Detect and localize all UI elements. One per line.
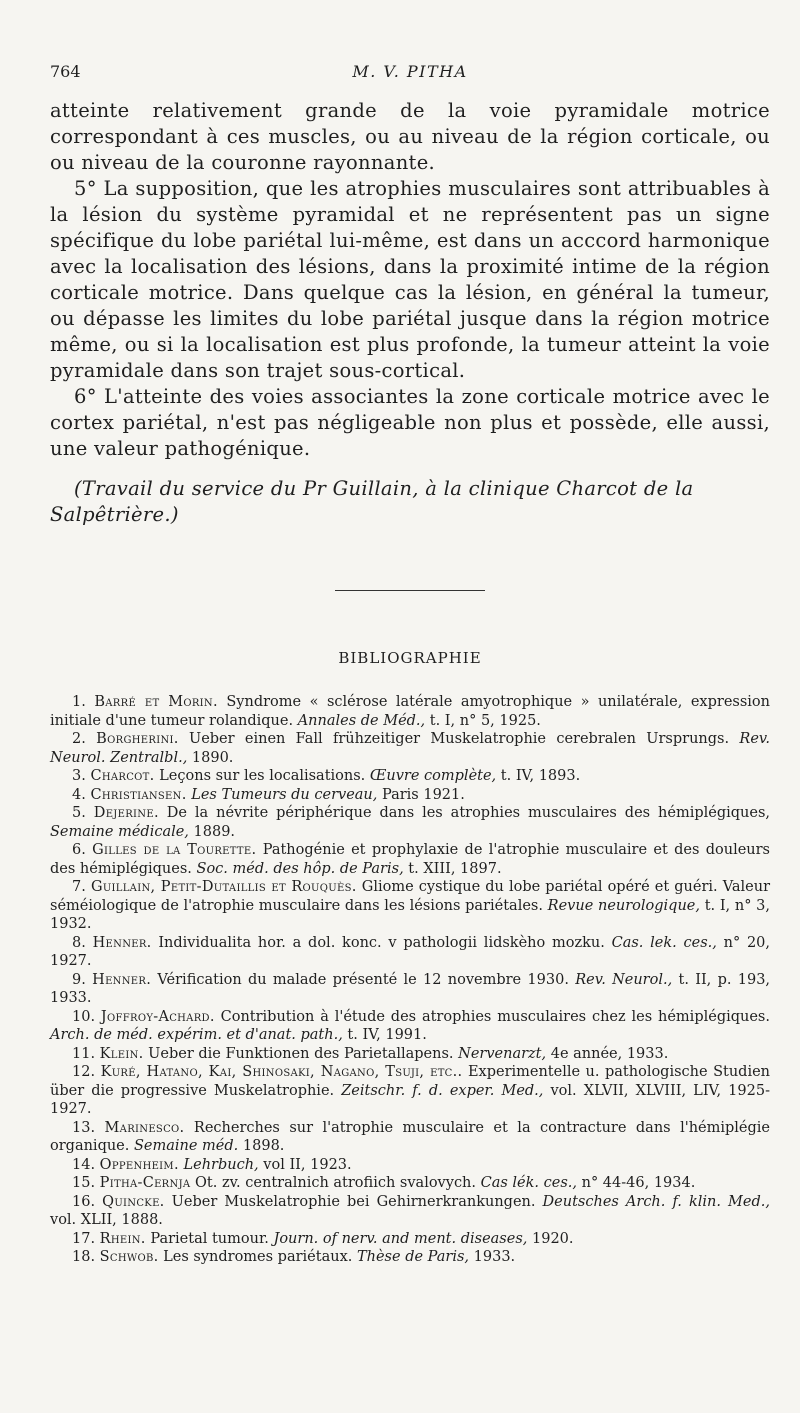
reference-journal: Semaine méd. bbox=[133, 1138, 239, 1154]
reference-title: Leçons sur les localisations. bbox=[154, 768, 370, 784]
reference-journal: Soc. méd. des hôp. de Paris, bbox=[196, 860, 404, 877]
reference-journal: Annales de Méd., bbox=[297, 712, 426, 729]
reference-item bbox=[50, 1248, 770, 1267]
reference-journal: Rev. Neurol. Zentralbl., bbox=[50, 731, 770, 766]
reference-details: t. IV, 1893. bbox=[496, 768, 581, 784]
reference-item bbox=[50, 841, 770, 878]
reference-number: 17. bbox=[72, 1230, 96, 1247]
reference-item bbox=[50, 1156, 770, 1175]
reference-title: Experimentelle u. pathologische Studien über die progressive Muskelatrophie. bbox=[50, 1064, 771, 1099]
reference-author: Kuré, Hatano, Kai, Shinosaki, Nagano, Tsuji, etc.. bbox=[100, 1064, 463, 1080]
reference-journal: Semaine médicale, bbox=[50, 823, 189, 840]
reference-author: Christiansen. bbox=[90, 786, 187, 803]
reference-number: 13. bbox=[72, 1119, 96, 1136]
paragraph: 5° La supposition, que les atrophies musculaires sont attribuables à la lésion du système pyramidal et ne représentent pas un signe spécifique du lobe pariétal lui-même, est dans un acccord harmonique avec la localisation des lésions, dans la proximité intime de la région corticale motrice. Dans quelque cas la lésion, en général la tumeur, ou dépasse les limites du lobe pariétal jusque dans la région motrice même, ou si la localisation est plus profonde, la tumeur atteint la voie pyramidale dans son trajet sous-cortical. bbox=[50, 177, 770, 382]
reference-item bbox=[50, 1174, 770, 1193]
reference-author: Marinesco. bbox=[104, 1119, 185, 1136]
reference-number: 6. bbox=[72, 842, 86, 858]
reference-number: 5. bbox=[72, 805, 86, 821]
reference-item bbox=[50, 1193, 770, 1230]
reference-title: Ueber Muskelatrophie bei Gehirnerkrankungen. bbox=[164, 1193, 543, 1210]
reference-journal: Nervenarzt, bbox=[458, 1045, 547, 1062]
reference-item bbox=[50, 1045, 770, 1064]
reference-journal: Arch. de méd. expérim. et d'anat. path., bbox=[50, 1027, 343, 1043]
reference-author: Rhein. bbox=[99, 1230, 146, 1247]
reference-item bbox=[50, 693, 770, 730]
reference-title: Les syndromes pariétaux. bbox=[158, 1249, 357, 1265]
reference-number: 18. bbox=[72, 1249, 96, 1265]
paragraph: atteinte relativement grande de la voie pyramidale motrice correspondant à ces muscles, ou au niveau de la région corticale, ou ou niveau de la couronne rayonnante. bbox=[50, 99, 770, 174]
reference-author: Barré et Morin. bbox=[94, 694, 218, 710]
reference-number: 12. bbox=[72, 1064, 96, 1080]
reference-title: Individualita hor. a dol. konc. v pathologii lidskèho mozku. bbox=[151, 934, 612, 951]
reference-details: vol II, 1923. bbox=[258, 1156, 352, 1173]
paragraph: 6° L'atteinte des voies associantes la zone corticale motrice avec le cortex pariétal, n'est pas négligeable non plus et possède, elle aussi, une valeur pathogénique. bbox=[50, 385, 770, 460]
reference-number: 16. bbox=[72, 1193, 96, 1210]
reference-author: Joffroy-Achard. bbox=[100, 1008, 215, 1025]
reference-title: De la névrite périphérique dans les atrophies musculaires des hémiplégiques, bbox=[158, 805, 771, 821]
running-head-author: M. V. PITHA bbox=[352, 62, 468, 81]
reference-list bbox=[50, 693, 770, 1267]
reference-title: Parietal tumour. bbox=[145, 1230, 274, 1247]
running-head bbox=[50, 62, 770, 88]
page-number: 764 bbox=[50, 62, 81, 81]
reference-title: Recherches sur l'atrophie musculaire et la contracture dans l'hémiplégie organique. bbox=[50, 1119, 770, 1154]
reference-number: 1. bbox=[72, 694, 86, 710]
reference-item bbox=[50, 971, 770, 1008]
reference-journal: Zeitschr. f. d. exper. Med., bbox=[341, 1082, 544, 1099]
reference-details: 1933. bbox=[469, 1249, 516, 1265]
reference-journal: Revue neurologique, bbox=[547, 897, 700, 914]
reference-details: 1890. bbox=[187, 749, 234, 766]
reference-item bbox=[50, 934, 770, 971]
reference-item bbox=[50, 1063, 770, 1119]
reference-item bbox=[50, 1230, 770, 1249]
reference-item bbox=[50, 878, 770, 934]
reference-journal: Cas lék. ces., bbox=[480, 1175, 577, 1191]
reference-details: t. I, n° 3, 1932. bbox=[50, 897, 770, 932]
reference-details: n° 44-46, 1934. bbox=[577, 1175, 696, 1191]
reference-details: 1920. bbox=[527, 1230, 574, 1247]
reference-author: Quincke. bbox=[102, 1193, 165, 1210]
reference-number: 15. bbox=[72, 1175, 96, 1191]
reference-journal: Cas. lek. ces., bbox=[611, 934, 717, 951]
body-text bbox=[50, 98, 770, 462]
reference-title: Pathogénie et prophylaxie de l'atrophie musculaire et des douleurs des hémiplégiques. bbox=[50, 842, 770, 877]
reference-details: t. II, p. 193, 1933. bbox=[50, 971, 771, 1006]
reference-number: 11. bbox=[72, 1045, 96, 1062]
reference-item bbox=[50, 1119, 770, 1156]
reference-number: 9. bbox=[72, 971, 86, 988]
bibliography-title: BIBLIOGRAPHIE bbox=[338, 649, 482, 667]
reference-details: 1889. bbox=[188, 823, 236, 840]
reference-number: 7. bbox=[72, 879, 86, 895]
reference-title: Gliome cystique du lobe pariétal opéré et guéri. Valeur séméiologique de l'atrophie musculaire dans les lésions pariétales. bbox=[50, 879, 770, 914]
reference-journal: Rev. Neurol., bbox=[575, 971, 673, 988]
reference-number: 10. bbox=[72, 1008, 96, 1025]
reference-number: 4. bbox=[72, 786, 86, 803]
reference-details: 4e année, 1933. bbox=[546, 1045, 669, 1062]
reference-journal: Journ. of nerv. and ment. diseases, bbox=[273, 1230, 528, 1247]
reference-author: Guillain, Petit-Dutaillis et Rouquès. bbox=[90, 879, 357, 895]
reference-number: 2. bbox=[72, 731, 86, 747]
reference-title: Syndrome « sclérose latérale amyotrophique » unilatérale, expression initiale d'une tumeur rolandique. bbox=[50, 694, 770, 729]
reference-number: 3. bbox=[72, 768, 86, 784]
reference-item bbox=[50, 730, 770, 767]
reference-item bbox=[50, 1008, 770, 1045]
reference-title: Ueber einen Fall frühzeitiger Muskelatrophie cerebralen Ursprungs. bbox=[178, 731, 740, 747]
reference-details: Paris 1921. bbox=[377, 786, 465, 803]
reference-item bbox=[50, 767, 770, 786]
reference-author: Charcot. bbox=[90, 768, 155, 784]
document-page bbox=[50, 62, 770, 1267]
reference-details: vol. XLVII, XLVIII, LIV, 1925-1927. bbox=[50, 1082, 770, 1117]
reference-details: t. XIII, 1897. bbox=[403, 860, 502, 877]
reference-title: Ot. zv. centralnich atrofiich svalovych. bbox=[190, 1175, 481, 1191]
reference-author: Henner. bbox=[92, 934, 152, 951]
reference-author: Schwob. bbox=[99, 1249, 159, 1265]
reference-author: Pitha-Cernja bbox=[99, 1175, 191, 1191]
reference-details: vol. XLII, 1888. bbox=[50, 1212, 163, 1228]
reference-journal: Deutsches Arch. f. klin. Med., bbox=[542, 1193, 770, 1210]
section-divider bbox=[335, 590, 485, 591]
reference-details: 1898. bbox=[238, 1138, 285, 1154]
reference-title: Ueber die Funktionen des Parietallapens. bbox=[143, 1045, 459, 1062]
reference-title: Contribution à l'étude des atrophies musculaires chez les hémiplégiques. bbox=[214, 1008, 770, 1025]
reference-author: Klein. bbox=[99, 1045, 144, 1062]
reference-details: t. IV, 1991. bbox=[342, 1027, 427, 1043]
reference-author: Borgherini. bbox=[96, 731, 179, 747]
reference-details: n° 20, 1927. bbox=[50, 934, 770, 969]
reference-details: t. I, n° 5, 1925. bbox=[425, 712, 541, 729]
reference-journal: Thèse de Paris, bbox=[356, 1249, 470, 1265]
reference-author: Oppenheim. bbox=[99, 1156, 179, 1173]
reference-author: Gilles de la Tourette. bbox=[92, 842, 257, 858]
reference-journal: Œuvre complète, bbox=[369, 768, 497, 784]
reference-author: Dejerine. bbox=[93, 805, 159, 821]
reference-item bbox=[50, 804, 770, 841]
reference-journal: Lehrbuch, bbox=[183, 1156, 259, 1173]
reference-item bbox=[50, 786, 770, 805]
reference-title: Vérification du malade présenté le 12 novembre 1930. bbox=[151, 971, 576, 988]
reference-number: 8. bbox=[72, 934, 86, 951]
work-credit: (Travail du service du Pr Guillain, à la clinique Charcot de la Salpêtrière.) bbox=[50, 477, 694, 526]
reference-author: Henner. bbox=[92, 971, 152, 988]
reference-number: 14. bbox=[72, 1156, 96, 1173]
reference-journal: Les Tumeurs du cerveau, bbox=[191, 786, 378, 803]
